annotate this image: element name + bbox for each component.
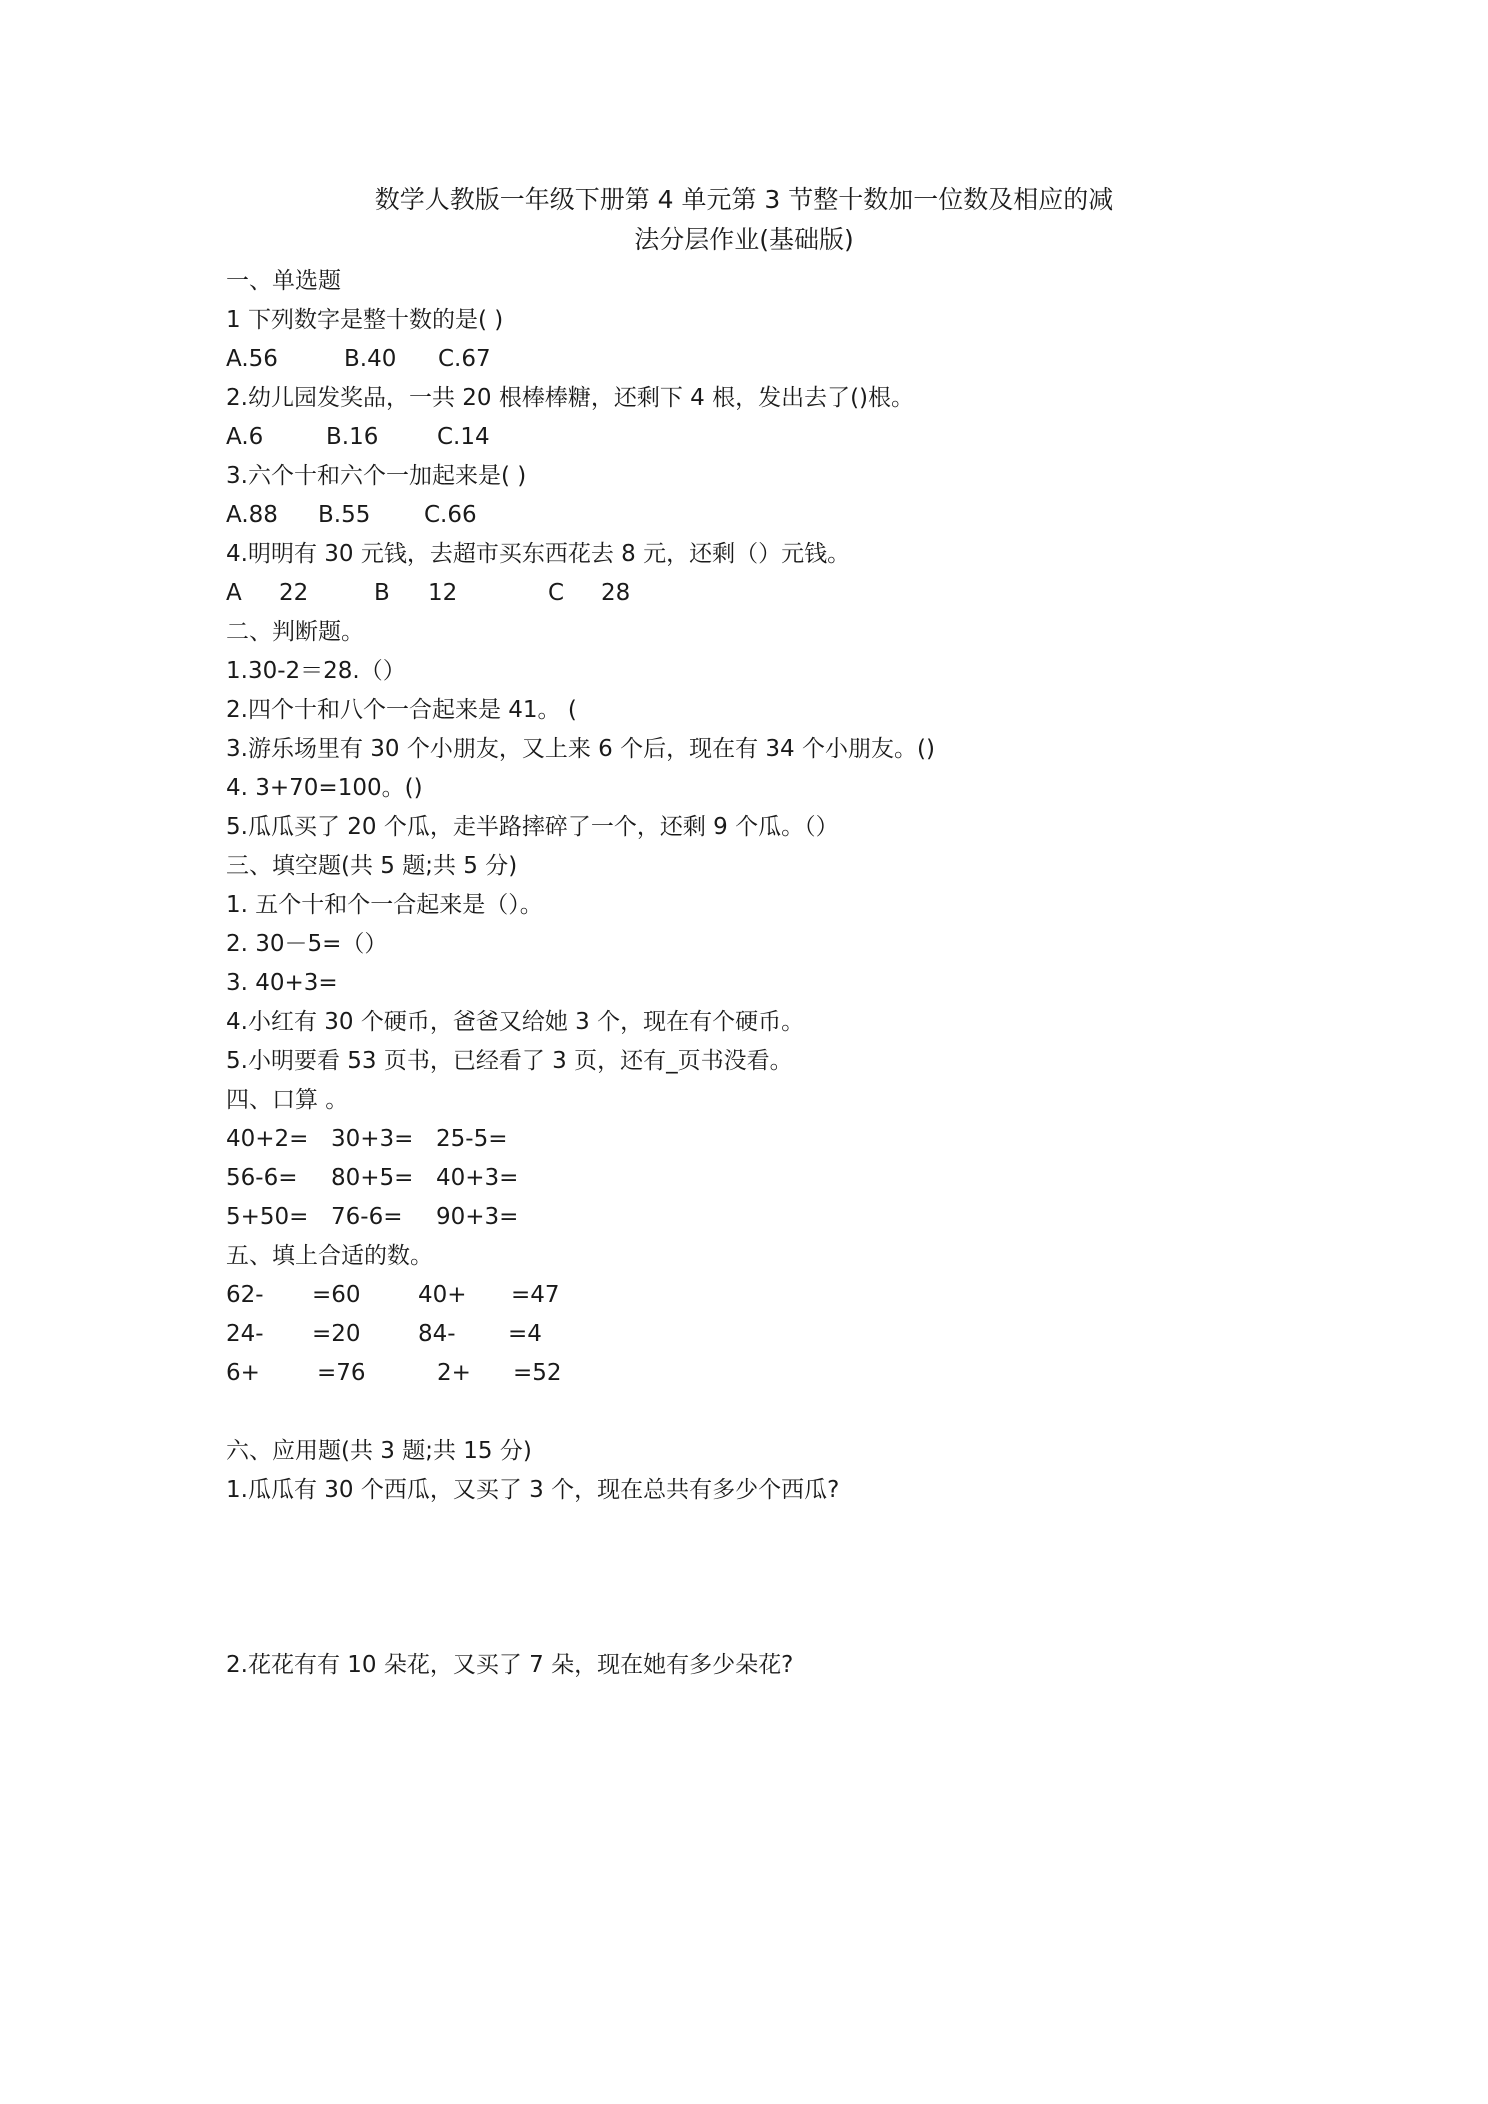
section-heading-word-problems: 六、应用题(共 3 题;共 15 分) xyxy=(226,1438,532,1464)
options-row xyxy=(226,340,1286,379)
expression-right: =60 xyxy=(312,1282,361,1308)
fill-number-row xyxy=(226,1276,1286,1315)
mental-math-row xyxy=(226,1159,1286,1198)
worksheet-title-line1: 数学人教版一年级下册第 4 单元第 3 节整十数加一位数及相应的减 xyxy=(374,185,1114,214)
math-expression: 76-6= xyxy=(331,1204,403,1230)
option-a-value: 22 xyxy=(279,580,309,606)
expression-left: 40+ xyxy=(418,1282,467,1308)
expression-right: =47 xyxy=(511,1282,560,1308)
judgement-item: 3.游乐场里有 30 个小朋友，又上来 6 个后，现在有 34 个小朋友。() xyxy=(226,736,935,762)
judgement-item: 1.30-2＝28.（） xyxy=(226,658,406,684)
fill-number-row xyxy=(226,1354,1286,1393)
fill-blank-item: 1. 五个十和个一合起来是（）。 xyxy=(226,892,543,918)
fill-blank-item: 3. 40+3= xyxy=(226,970,338,996)
option-a: A.88 xyxy=(226,502,278,528)
expression-left: 2+ xyxy=(437,1360,471,1386)
fill-blank-item: 5.小明要看 53 页书，已经看了 3 页，还有_页书没看。 xyxy=(226,1048,793,1074)
math-expression: 25-5= xyxy=(436,1126,508,1152)
fill-number-row xyxy=(226,1315,1286,1354)
math-expression: 30+3= xyxy=(331,1126,414,1152)
fill-blank-item: 2. 30－5=（） xyxy=(226,931,388,957)
judgement-item: 4. 3+70=100。() xyxy=(226,775,423,801)
section-heading-fill-blank: 三、填空题(共 5 题;共 5 分) xyxy=(226,853,518,879)
option-a: A.6 xyxy=(226,424,264,450)
section-heading-single-choice: 一、单选题 xyxy=(226,268,341,294)
expression-right: =4 xyxy=(508,1321,542,1347)
option-c: C.67 xyxy=(438,346,491,372)
option-c-letter: C xyxy=(548,580,565,606)
section-heading-true-false: 二、判断题。 xyxy=(226,619,364,645)
expression-left: 84- xyxy=(418,1321,456,1347)
mental-math-row xyxy=(226,1198,1286,1237)
option-b: B.16 xyxy=(326,424,379,450)
word-problem: 2.花花有有 10 朵花，又买了 7 朵，现在她有多少朵花? xyxy=(226,1652,794,1678)
expression-left: 6+ xyxy=(226,1360,260,1386)
option-a-letter: A xyxy=(226,580,242,606)
expression-right: =52 xyxy=(513,1360,562,1386)
worksheet-title-line2: 法分层作业(基础版) xyxy=(634,225,854,254)
fill-blank-item: 4.小红有 30 个硬币，爸爸又给她 3 个，现在有个硬币。 xyxy=(226,1009,805,1035)
mental-math-row xyxy=(226,1120,1286,1159)
math-expression: 80+5= xyxy=(331,1165,414,1191)
option-c: C.14 xyxy=(437,424,490,450)
math-expression: 5+50= xyxy=(226,1204,309,1230)
option-a: A.56 xyxy=(226,346,278,372)
worksheet-content xyxy=(226,262,1286,1685)
options-row xyxy=(226,418,1286,457)
option-b-letter: B xyxy=(374,580,390,606)
option-b: B.40 xyxy=(344,346,397,372)
options-row xyxy=(226,574,1286,613)
section-heading-fill-numbers: 五、填上合适的数。 xyxy=(226,1243,433,1269)
option-c: C.66 xyxy=(424,502,477,528)
expression-right: =20 xyxy=(312,1321,361,1347)
question-text: 1 下列数字是整十数的是( ) xyxy=(226,307,504,333)
math-expression: 40+3= xyxy=(436,1165,519,1191)
option-c-value: 28 xyxy=(601,580,631,606)
judgement-item: 2.四个十和八个一合起来是 41。 ( xyxy=(226,697,577,723)
math-expression: 90+3= xyxy=(436,1204,519,1230)
question-text: 3.六个十和六个一加起来是( ) xyxy=(226,463,527,489)
math-expression: 40+2= xyxy=(226,1126,309,1152)
option-b-value: 12 xyxy=(428,580,458,606)
option-b: B.55 xyxy=(318,502,371,528)
expression-left: 24- xyxy=(226,1321,264,1347)
expression-left: 62- xyxy=(226,1282,264,1308)
judgement-item: 5.瓜瓜买了 20 个瓜，走半路摔碎了一个，还剩 9 个瓜。（） xyxy=(226,814,839,840)
question-text: 4.明明有 30 元钱，去超市买东西花去 8 元，还剩（）元钱。 xyxy=(226,541,851,567)
math-expression: 56-6= xyxy=(226,1165,298,1191)
expression-right: =76 xyxy=(317,1360,366,1386)
section-heading-mental-math: 四、口算 。 xyxy=(226,1087,349,1113)
question-text: 2.幼儿园发奖品，一共 20 根棒棒糖，还剩下 4 根，发出去了()根。 xyxy=(226,385,915,411)
answer-space xyxy=(226,1510,1286,1646)
options-row xyxy=(226,496,1286,535)
word-problem: 1.瓜瓜有 30 个西瓜，又买了 3 个，现在总共有多少个西瓜? xyxy=(226,1477,840,1503)
